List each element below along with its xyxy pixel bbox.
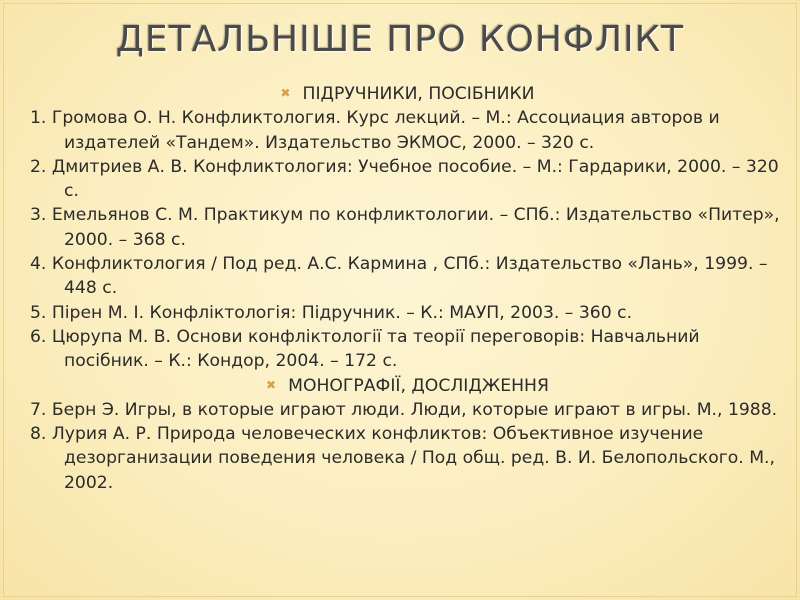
reference-item: 8. Лурия А. Р. Природа человеческих конфликтов: Объективное изучение дезорганизации поведения человека / Под общ. ред. В. И. Белопольского. М., 2002. bbox=[30, 424, 775, 493]
slide-title: ДЕТАЛЬНІШЕ ПРО КОНФЛІКТ bbox=[115, 19, 685, 60]
section-heading-textbooks bbox=[30, 82, 785, 106]
reference-item: 3. Емельянов С. М. Практикум по конфликтологии. – СПб.: Издательство «Питер», 2000. – 368 с. bbox=[30, 205, 780, 250]
section-heading-label: ПІДРУЧНИКИ, ПОСІБНИКИ bbox=[302, 84, 535, 104]
section-heading-label: МОНОГРАФІЇ, ДОСЛІДЖЕННЯ bbox=[288, 375, 549, 396]
x-bullet-icon: ✖ bbox=[266, 377, 277, 392]
reference-item: 4. Конфликтология / Под ред. А.С. Кармина , СПб.: Издательство «Лань», 1999. – 448 с. bbox=[30, 254, 768, 299]
slide-content bbox=[30, 82, 785, 495]
reference-item: 7. Берн Э. Игры, в которые играют люди. Люди, которые играют в игры. М., 1988. bbox=[30, 399, 778, 420]
x-bullet-icon: ✖ bbox=[280, 86, 291, 100]
reference-item: 2. Дмитриев А. В. Конфликтология: Учебное пособие. – М.: Гардарики, 2000. – 320 с. bbox=[30, 156, 779, 202]
reference-item: 1. Громова О. Н. Конфликтология. Курс лекций. – М.: Ассоциация авторов и издателей «Тандем». Издательство ЭКМОС, 2000. – 320 с. bbox=[30, 108, 720, 153]
section-heading-monographs bbox=[30, 374, 785, 398]
reference-item: 6. Цюрупа М. В. Основи конфліктології та теорії переговорів: Навчальний посібник. – К.: Кондор, 2004. – 172 с. bbox=[30, 326, 700, 372]
reference-item: 5. Пірен М. І. Конфліктологія: Підручник. – К.: МАУП, 2003. – 360 с. bbox=[30, 302, 633, 323]
